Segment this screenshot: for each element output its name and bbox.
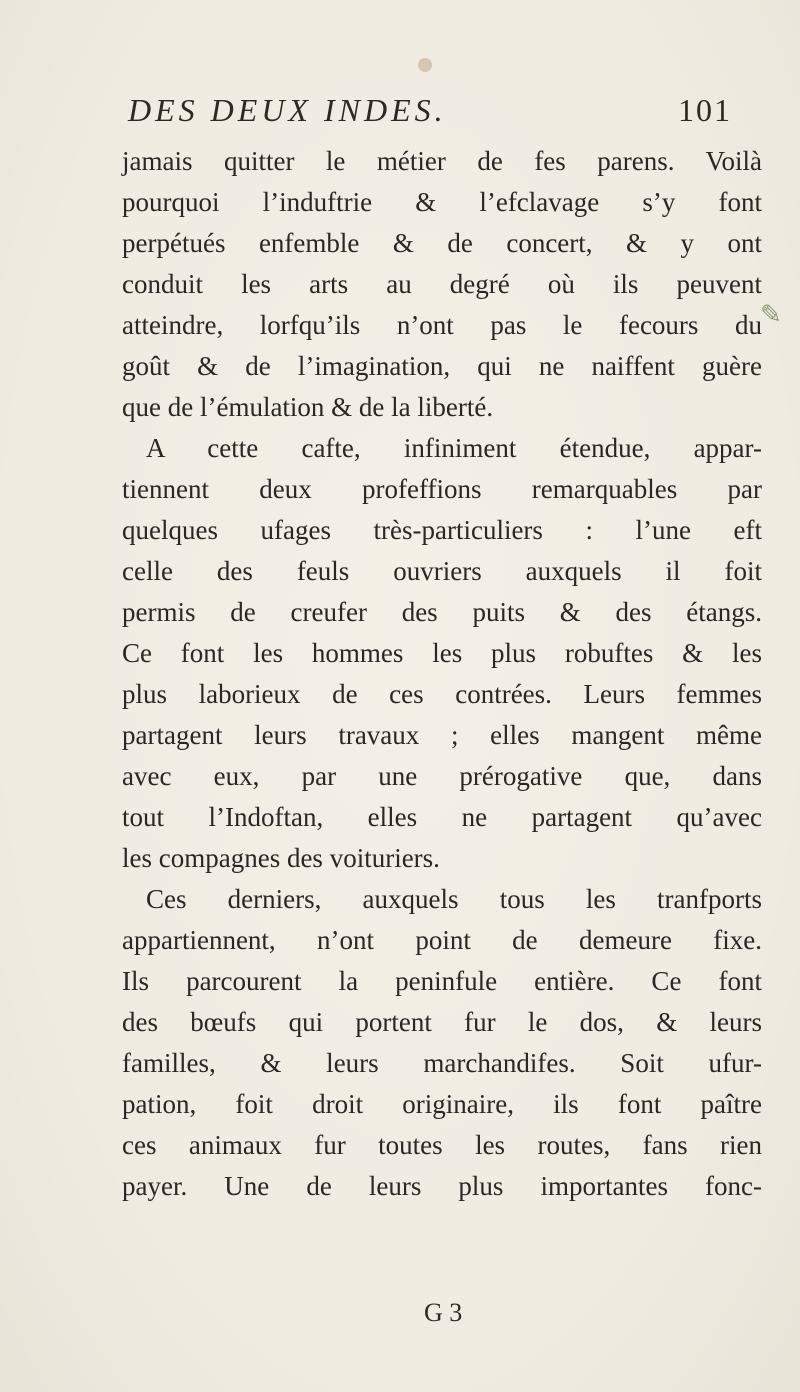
page-header (128, 88, 740, 138)
text-line: tiennent deux profeffions remarquables par (122, 474, 762, 504)
page-number: 101 (678, 92, 732, 128)
text-line: les compagnes des voituriers. (122, 843, 440, 873)
signature-mark: G 3 (424, 1298, 463, 1327)
text-line: A cette cafte, infiniment étendue, appar- (146, 433, 762, 463)
text-line: atteindre, lorfqu’ils n’ont pas le fecours du (122, 310, 762, 340)
text-line: conduit les arts au degré où ils peuvent (122, 269, 762, 299)
text-line: que de l’émulation & de la liberté. (122, 392, 494, 422)
text-line: Ils parcourent la peninfule entière. Ce font (122, 966, 762, 996)
text-line: Ce font les hommes les plus robuftes & les (122, 638, 762, 668)
text-line: plus laborieux de ces contrées. Leurs femmes (122, 679, 762, 709)
text-line: avec eux, par une prérogative que, dans (122, 761, 762, 791)
text-line: pourquoi l’induftrie & l’efclavage s’y font (122, 187, 762, 217)
text-line: Ces derniers, auxquels tous les tranfports (146, 884, 762, 914)
text-line: partagent leurs travaux ; elles mangent même (122, 720, 762, 750)
text-line: pation, foit droit originaire, ils font paître (122, 1089, 762, 1119)
paper-stain (418, 58, 432, 72)
text-line: tout l’Indoftan, elles ne partagent qu’avec (122, 802, 762, 832)
text-line: perpétués enfemble & de concert, & y ont (122, 228, 762, 258)
margin-ink-mark-icon: ✎ (760, 300, 782, 330)
text-line: familles, & leurs marchandifes. Soit ufur- (122, 1048, 762, 1078)
text-line: des bœufs qui portent fur le dos, & leurs (122, 1007, 762, 1037)
text-line: quelques ufages très-particuliers : l’une eft (122, 515, 762, 545)
text-line: permis de creufer des puits & des étangs. (122, 597, 762, 627)
text-line: jamais quitter le métier de fes parens. Voilà (122, 146, 762, 176)
running-title: DES DEUX INDES. (128, 92, 447, 128)
text-line: ces animaux fur toutes les routes, fans rien (122, 1130, 762, 1160)
text-line: payer. Une de leurs plus importantes fonc- (122, 1171, 762, 1201)
body-text (122, 141, 762, 1207)
text-line: celle des feuls ouvriers auxquels il foit (122, 556, 762, 586)
text-line: goût & de l’imagination, qui ne naiffent guère (122, 351, 762, 381)
text-line: appartiennent, n’ont point de demeure fixe. (122, 925, 762, 955)
